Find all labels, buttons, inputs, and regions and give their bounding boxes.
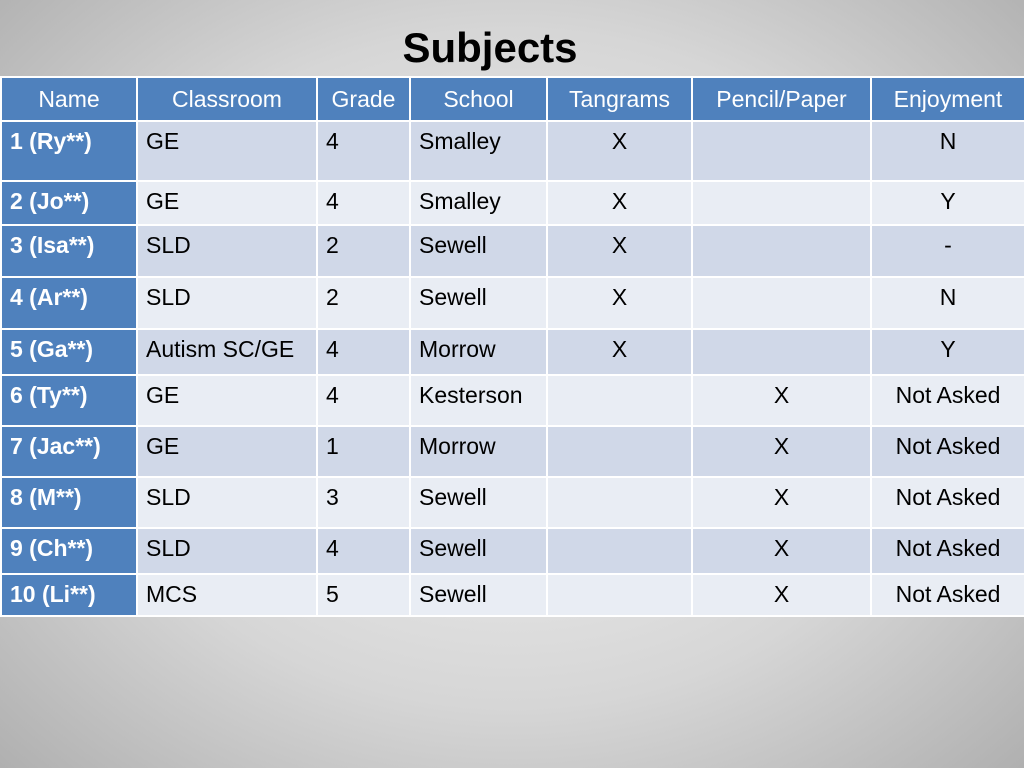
cell-classroom: Autism SC/GE bbox=[137, 329, 317, 375]
table-row bbox=[1, 225, 1024, 277]
table-row bbox=[1, 181, 1024, 225]
cell-enjoyment: Not Asked bbox=[871, 477, 1024, 528]
cell-pencil-paper: X bbox=[692, 574, 871, 616]
cell-grade: 2 bbox=[317, 225, 410, 277]
cell-school: Smalley bbox=[410, 181, 547, 225]
cell-tangrams bbox=[547, 528, 692, 574]
cell-school: Morrow bbox=[410, 426, 547, 477]
cell-tangrams: X bbox=[547, 225, 692, 277]
table-header-row bbox=[1, 77, 1024, 121]
cell-enjoyment: Y bbox=[871, 181, 1024, 225]
column-header-grade: Grade bbox=[317, 77, 410, 121]
table-row bbox=[1, 329, 1024, 375]
cell-classroom: GE bbox=[137, 181, 317, 225]
table-row bbox=[1, 277, 1024, 329]
slide-title: Subjects bbox=[402, 24, 578, 71]
cell-classroom: SLD bbox=[137, 277, 317, 329]
cell-school: Morrow bbox=[410, 329, 547, 375]
cell-pencil-paper bbox=[692, 277, 871, 329]
cell-grade: 2 bbox=[317, 277, 410, 329]
cell-grade: 4 bbox=[317, 329, 410, 375]
cell-grade: 4 bbox=[317, 375, 410, 426]
cell-enjoyment: Not Asked bbox=[871, 528, 1024, 574]
cell-enjoyment: Y bbox=[871, 329, 1024, 375]
column-header-enjoyment: Enjoyment bbox=[871, 77, 1024, 121]
cell-grade: 4 bbox=[317, 181, 410, 225]
cell-classroom: GE bbox=[137, 121, 317, 181]
cell-enjoyment: - bbox=[871, 225, 1024, 277]
cell-pencil-paper: X bbox=[692, 477, 871, 528]
cell-tangrams bbox=[547, 477, 692, 528]
cell-enjoyment: Not Asked bbox=[871, 426, 1024, 477]
cell-classroom: GE bbox=[137, 375, 317, 426]
cell-grade: 1 bbox=[317, 426, 410, 477]
cell-grade: 5 bbox=[317, 574, 410, 616]
cell-name: 9 (Ch**) bbox=[1, 528, 137, 574]
subjects-table bbox=[0, 76, 1024, 617]
table-row bbox=[1, 477, 1024, 528]
cell-pencil-paper: X bbox=[692, 528, 871, 574]
cell-name: 6 (Ty**) bbox=[1, 375, 137, 426]
cell-name: 1 (Ry**) bbox=[1, 121, 137, 181]
cell-enjoyment: N bbox=[871, 277, 1024, 329]
column-header-name: Name bbox=[1, 77, 137, 121]
cell-pencil-paper bbox=[692, 329, 871, 375]
cell-classroom: GE bbox=[137, 426, 317, 477]
cell-name: 3 (Isa**) bbox=[1, 225, 137, 277]
cell-grade: 3 bbox=[317, 477, 410, 528]
cell-pencil-paper bbox=[692, 121, 871, 181]
cell-tangrams: X bbox=[547, 121, 692, 181]
column-header-pencil-paper: Pencil/Paper bbox=[692, 77, 871, 121]
cell-enjoyment: Not Asked bbox=[871, 574, 1024, 616]
table-row bbox=[1, 426, 1024, 477]
cell-enjoyment: N bbox=[871, 121, 1024, 181]
cell-pencil-paper bbox=[692, 181, 871, 225]
cell-grade: 4 bbox=[317, 528, 410, 574]
column-header-school: School bbox=[410, 77, 547, 121]
cell-school: Sewell bbox=[410, 277, 547, 329]
column-header-tangrams: Tangrams bbox=[547, 77, 692, 121]
table-row bbox=[1, 528, 1024, 574]
table-row bbox=[1, 375, 1024, 426]
cell-classroom: SLD bbox=[137, 477, 317, 528]
cell-name: 5 (Ga**) bbox=[1, 329, 137, 375]
cell-classroom: SLD bbox=[137, 528, 317, 574]
cell-name: 4 (Ar**) bbox=[1, 277, 137, 329]
column-header-classroom: Classroom bbox=[137, 77, 317, 121]
cell-grade: 4 bbox=[317, 121, 410, 181]
table-row bbox=[1, 574, 1024, 616]
cell-name: 7 (Jac**) bbox=[1, 426, 137, 477]
cell-tangrams: X bbox=[547, 277, 692, 329]
cell-tangrams bbox=[547, 426, 692, 477]
cell-tangrams: X bbox=[547, 181, 692, 225]
cell-school: Sewell bbox=[410, 574, 547, 616]
cell-pencil-paper: X bbox=[692, 426, 871, 477]
cell-classroom: SLD bbox=[137, 225, 317, 277]
cell-school: Sewell bbox=[410, 225, 547, 277]
cell-enjoyment: Not Asked bbox=[871, 375, 1024, 426]
cell-school: Smalley bbox=[410, 121, 547, 181]
cell-name: 10 (Li**) bbox=[1, 574, 137, 616]
cell-school: Sewell bbox=[410, 528, 547, 574]
cell-pencil-paper: X bbox=[692, 375, 871, 426]
cell-name: 8 (M**) bbox=[1, 477, 137, 528]
cell-classroom: MCS bbox=[137, 574, 317, 616]
cell-tangrams bbox=[547, 375, 692, 426]
cell-school: Kesterson bbox=[410, 375, 547, 426]
cell-pencil-paper bbox=[692, 225, 871, 277]
cell-tangrams: X bbox=[547, 329, 692, 375]
cell-school: Sewell bbox=[410, 477, 547, 528]
table-row bbox=[1, 121, 1024, 181]
cell-name: 2 (Jo**) bbox=[1, 181, 137, 225]
cell-tangrams bbox=[547, 574, 692, 616]
